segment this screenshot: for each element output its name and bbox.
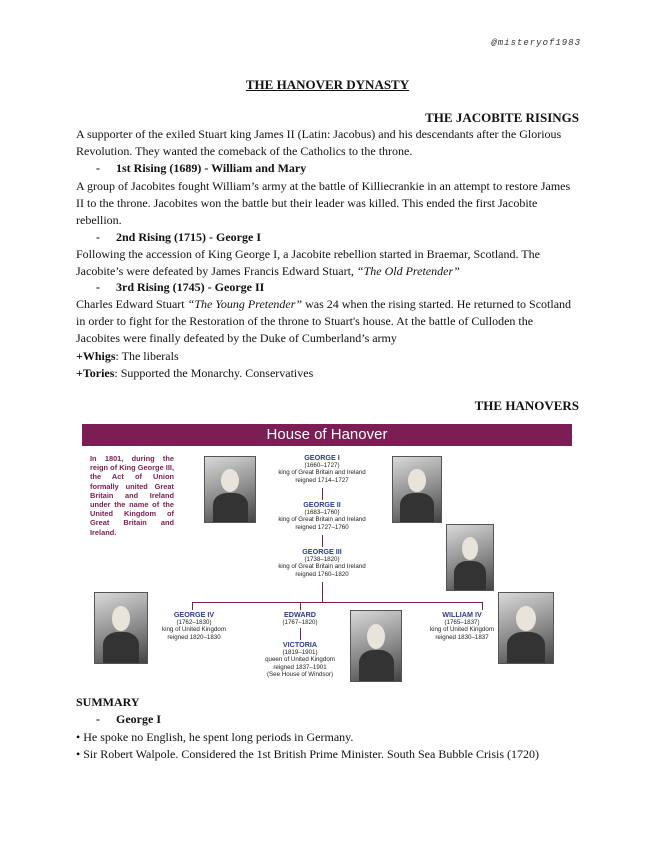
tree-banner: House of Hanover [82, 424, 572, 446]
union-note: In 1801, during the reign of King George III, the Act of Union formally united Great Britain and Ireland under the name of the United Kingdom of Great Britain and Ireland. [90, 454, 174, 537]
tree-line [192, 602, 193, 610]
rising3-body-b: was 24 when the rising started. He returned to Scotland in order to fight for the Restoration of the throne to Stuart's house. At the battle of Culloden the Jacobites were finally defeated by the Duke of Cumberland’s army [76, 297, 572, 345]
hanovers-heading: THE HANOVERS [474, 398, 579, 413]
king-name: GEORGE I [304, 453, 340, 462]
portrait-george-iv [94, 592, 148, 664]
tree-line [300, 602, 301, 610]
king-name: GEORGE III [302, 547, 342, 556]
rising2-body: Following the accession of King George I, a Jacobite rebellion started in Braemar, Scotland. The Jacobite’s were defeated by James Francis Edward Stuart, [76, 247, 540, 278]
rising3-text [76, 296, 579, 347]
dash: - [96, 230, 100, 244]
tree-line [322, 535, 323, 547]
old-pretender: “The Old Pretender” [356, 264, 460, 278]
rising2-heading [96, 230, 261, 245]
king-name: GEORGE IV [173, 610, 215, 619]
queen-victoria [250, 641, 350, 679]
portrait-george-i [204, 456, 256, 523]
portrait-george-ii [392, 456, 442, 523]
whigs-line [76, 348, 579, 365]
summary-heading: SUMMARY [76, 695, 140, 709]
dash: - [96, 712, 100, 726]
summary-sub-title: George I [116, 712, 161, 726]
king-reign: reigned 1830–1837 [435, 633, 489, 641]
king-title: king of Great Britain and Ireland [278, 516, 366, 524]
rising1-title: 1st Rising (1689) - William and Mary [116, 161, 307, 175]
rising2-text [76, 246, 579, 280]
author-handle: @misteryof1983 [491, 38, 581, 48]
king-note: (See House of Windsor) [266, 671, 334, 679]
rising3-body-a: Charles Edward Stuart [76, 297, 188, 311]
king-george-ii [262, 501, 382, 531]
tories-line [76, 365, 579, 382]
king-title: king of Great Britain and Ireland [278, 563, 366, 571]
portrait-george-iii [446, 524, 494, 591]
king-name: VICTORIA [282, 640, 318, 649]
dash: - [96, 280, 100, 294]
rising3-title: 3rd Rising (1745) - George II [116, 280, 265, 294]
king-title: queen of United Kingdom [265, 656, 335, 664]
king-name: WILLIAM IV [442, 610, 482, 619]
whigs-label: +Whigs [76, 349, 116, 363]
young-pretender: “The Young Pretender” [187, 297, 303, 311]
tree-line [322, 488, 323, 500]
summary-sub [96, 712, 161, 727]
rising2-title: 2nd Rising (1715) - George I [116, 230, 261, 244]
jacobite-heading: THE JACOBITE RISINGS [425, 110, 579, 125]
jacobite-intro: A supporter of the exiled Stuart king James II (Latin: Jacobus) and his descendants after the Glorious Revolution. They wanted the comeback of the Catholics to the throne. [76, 127, 562, 158]
king-william-iv [412, 611, 512, 641]
king-title: king of Great Britain and Ireland [278, 469, 366, 477]
family-tree-figure [82, 424, 572, 684]
summary-bullet-1: • He spoke no English, he spent long periods in Germany. [76, 730, 354, 744]
king-dates: (1765–1837) [444, 618, 480, 626]
king-title: king of United Kingdom [162, 626, 226, 634]
king-george-iv [144, 611, 244, 641]
king-reign: reigned 1760–1820 [295, 570, 349, 578]
page-title: THE HANOVER DYNASTY [245, 77, 410, 92]
king-dates: (1738–1820) [304, 555, 340, 563]
king-reign: reigned 1837–1901 [273, 663, 327, 671]
king-dates: (1683–1760) [304, 508, 340, 516]
king-george-iii [262, 548, 382, 578]
dash: - [96, 161, 100, 175]
king-george-i [262, 454, 382, 484]
whigs-text: : The liberals [115, 349, 179, 363]
king-reign: reigned 1727–1760 [295, 523, 349, 531]
king-edward [260, 611, 340, 626]
tree-line [322, 582, 323, 602]
rising1-text: A group of Jacobites fought William’s army at the battle of Killiecrankie in an attempt to restore James II to the throne. Jacobites won the battle but their leader was killed. This ended the first Jacobite rebellion. [76, 179, 571, 227]
king-dates: (1767–1820) [282, 618, 318, 626]
king-dates: (1819–1901) [282, 648, 318, 656]
king-title: king of United Kingdom [430, 626, 494, 634]
king-reign: reigned 1714–1727 [295, 476, 349, 484]
tree-line [482, 602, 483, 610]
rising3-heading [96, 280, 264, 295]
king-reign: reigned 1820–1830 [167, 633, 221, 641]
tree-line [192, 602, 482, 603]
king-name: GEORGE II [303, 500, 341, 509]
tories-label: +Tories [76, 366, 115, 380]
tree-line [300, 628, 301, 640]
king-dates: (1660–1727) [304, 461, 340, 469]
summary-bullet-2: • Sir Robert Walpole. Considered the 1st British Prime Minister. South Sea Bubble Crisis (1720) [76, 747, 539, 761]
king-name: EDWARD [284, 610, 316, 619]
tories-text: : Supported the Monarchy. Conservatives [114, 366, 314, 380]
rising1-heading [96, 161, 306, 176]
king-dates: (1762–1830) [176, 618, 212, 626]
portrait-victoria [350, 610, 402, 682]
